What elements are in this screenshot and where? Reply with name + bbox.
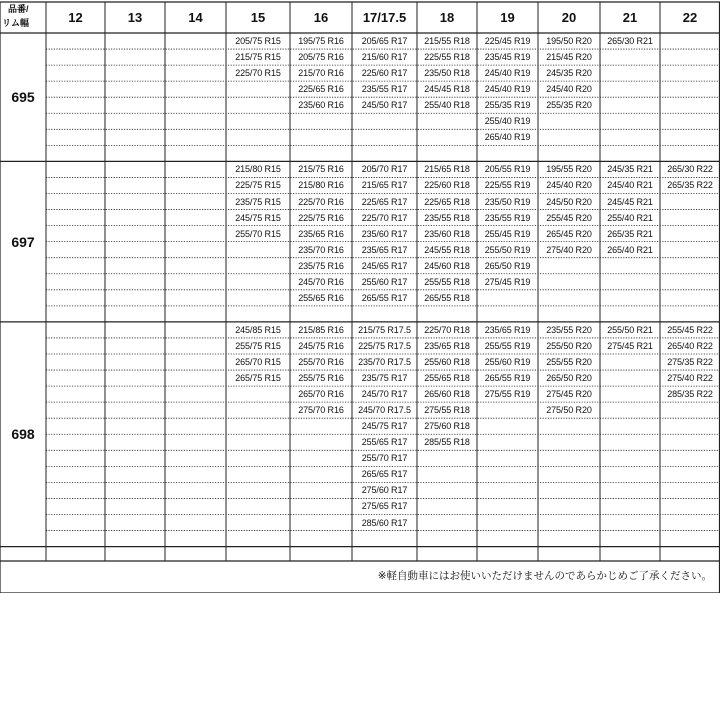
tire-size-cell: 205/55 R19 <box>484 164 531 175</box>
tire-size-cell: 255/70 R17 <box>361 453 408 464</box>
tire-size-cell: 235/50 R19 <box>484 196 531 207</box>
tire-size-cell: 255/50 R21 <box>607 324 653 335</box>
tire-size-cell: 215/80 R16 <box>298 180 344 191</box>
tire-size-cell: 245/60 R18 <box>424 260 470 271</box>
tire-size-cell: 225/60 R17 <box>361 68 408 79</box>
tire-size-cell: 225/65 R16 <box>298 84 344 95</box>
tire-size-cell: 275/45 R19 <box>484 276 531 287</box>
tire-size-cell: 215/45 R20 <box>546 52 592 63</box>
corner-label-model: 品番/ <box>8 4 29 14</box>
tire-size-cell: 225/55 R18 <box>424 52 470 63</box>
tire-size-cell: 215/75 R15 <box>235 52 281 63</box>
tire-size-cell: 245/50 R20 <box>546 196 592 207</box>
tire-size-cell: 255/65 R17 <box>361 437 408 448</box>
tire-size-cell: 255/60 R19 <box>484 357 531 367</box>
tire-size-cell: 275/55 R19 <box>484 389 531 400</box>
tire-size-cell: 275/40 R22 <box>667 373 713 384</box>
tire-size-cell: 265/55 R18 <box>424 292 470 303</box>
tire-size-cell: 255/70 R16 <box>298 357 344 367</box>
tire-size-cell: 225/45 R19 <box>484 36 531 46</box>
tire-size-cell: 255/45 R19 <box>484 228 531 239</box>
tire-size-cell: 245/70 R17 <box>361 389 408 400</box>
tire-size-cell: 255/55 R19 <box>484 340 531 351</box>
column-header-5: 17/17.5 <box>362 10 407 25</box>
tire-size-cell: 205/75 R16 <box>298 52 344 63</box>
tire-size-cell: 255/35 R20 <box>546 100 592 111</box>
corner-label-rim-width: リム幅 <box>2 18 30 28</box>
tire-size-cell: 265/30 R21 <box>607 36 653 46</box>
tire-size-cell: 245/75 R15 <box>235 212 281 223</box>
tire-size-cell: 275/60 R18 <box>424 421 470 432</box>
tire-size-cell: 265/50 R19 <box>484 260 531 271</box>
tire-size-cell: 245/40 R21 <box>607 180 653 191</box>
tire-size-cell: 255/40 R19 <box>484 116 531 127</box>
tire-size-cell: 225/70 R16 <box>298 196 344 207</box>
column-header-10: 22 <box>682 10 698 25</box>
tire-size-cell: 255/45 R20 <box>546 212 592 223</box>
tire-size-cell: 255/60 R18 <box>424 357 470 367</box>
tire-size-cell: 225/70 R18 <box>424 324 470 335</box>
tire-size-cell: 265/40 R22 <box>667 340 713 351</box>
tire-size-cell: 245/40 R20 <box>546 84 592 95</box>
header-corner-cell <box>0 0 46 33</box>
tire-size-cell: 225/55 R19 <box>484 180 531 191</box>
tire-size-cell: 255/60 R17 <box>361 276 408 287</box>
tire-size-cell: 235/65 R18 <box>424 340 470 351</box>
tire-size-cell: 245/40 R20 <box>546 180 592 191</box>
tire-size-cell: 235/65 R17 <box>361 244 408 255</box>
tire-size-cell: 255/50 R20 <box>546 340 592 351</box>
tire-size-cell: 215/65 R18 <box>424 164 470 175</box>
tire-size-cell: 265/30 R22 <box>667 164 713 175</box>
tire-size-cell: 245/45 R18 <box>424 84 470 95</box>
tire-size-cell: 275/45 R21 <box>607 340 653 351</box>
tire-size-cell: 275/40 R20 <box>546 244 592 255</box>
tire-size-cell: 195/55 R20 <box>546 164 592 175</box>
tire-size-cell: 235/75 R16 <box>298 260 344 271</box>
column-header-3: 15 <box>250 10 266 25</box>
tire-size-cell: 225/70 R17 <box>361 212 408 223</box>
tire-size-cell: 225/75 R15 <box>235 180 281 191</box>
tire-size-cell: 245/35 R21 <box>607 164 653 175</box>
tire-size-cell: 275/60 R17 <box>361 485 408 496</box>
tire-size-cell: 255/65 R18 <box>424 373 470 384</box>
tire-size-cell: 245/70 R17.5 <box>358 405 411 416</box>
tire-size-cell: 245/55 R18 <box>424 244 470 255</box>
tire-size-cell: 235/55 R18 <box>424 212 470 223</box>
tire-size-cell: 285/35 R22 <box>667 389 713 400</box>
tire-size-cell: 265/35 R22 <box>667 180 713 191</box>
column-header-4: 16 <box>313 10 329 25</box>
column-header-6: 18 <box>439 10 455 25</box>
tire-size-cell: 215/75 R16 <box>298 164 344 175</box>
tire-size-cell: 195/75 R16 <box>298 36 344 46</box>
tire-size-cell: 255/55 R20 <box>546 357 592 367</box>
tire-size-cell: 245/40 R19 <box>484 84 531 95</box>
tire-size-cell: 255/75 R15 <box>235 340 281 351</box>
tire-size-cell: 235/75 R15 <box>235 196 281 207</box>
tire-size-cell: 275/70 R16 <box>298 405 344 416</box>
model-label-698: 698 <box>11 426 35 443</box>
tire-size-cell: 215/75 R17.5 <box>358 324 411 335</box>
tire-size-cell: 245/85 R15 <box>235 324 281 335</box>
tire-size-cell: 275/55 R18 <box>424 405 470 416</box>
tire-size-cell: 205/65 R17 <box>361 36 408 46</box>
tire-size-cell: 265/70 R16 <box>298 389 344 400</box>
tire-size-cell: 275/65 R17 <box>361 501 408 512</box>
tire-size-cell: 265/70 R15 <box>235 357 281 367</box>
column-header-2: 14 <box>188 10 203 25</box>
tire-size-cell: 225/65 R17 <box>361 196 408 207</box>
tire-size-cell: 215/65 R17 <box>361 180 408 191</box>
tire-size-cell: 245/35 R20 <box>546 68 592 79</box>
tire-size-cell: 255/40 R18 <box>424 100 470 111</box>
tire-size-cell: 205/75 R15 <box>235 36 281 46</box>
tire-size-cell: 265/55 R17 <box>361 292 408 303</box>
tire-size-cell: 235/65 R16 <box>298 228 344 239</box>
tire-size-cell: 265/75 R15 <box>235 373 281 384</box>
tire-size-cell: 215/60 R17 <box>361 52 408 63</box>
tire-size-cell: 265/40 R19 <box>484 132 531 143</box>
tire-size-cell: 225/75 R16 <box>298 212 344 223</box>
tire-size-cell: 225/70 R15 <box>235 68 281 79</box>
tire-size-cell: 235/55 R19 <box>484 212 531 223</box>
tire-size-cell: 215/80 R15 <box>235 164 281 175</box>
tire-size-cell: 225/75 R17.5 <box>358 340 411 351</box>
tire-size-cell: 255/70 R15 <box>235 228 281 239</box>
footnote: ※軽自動車にはお使いいただけませんのであらかじめご了承ください。 <box>377 570 712 582</box>
tire-size-cell: 235/60 R17 <box>361 228 408 239</box>
tire-size-cell: 265/60 R18 <box>424 389 470 400</box>
tire-size-cell: 235/45 R19 <box>484 52 531 63</box>
tire-size-cell: 255/40 R21 <box>607 212 653 223</box>
tire-size-cell: 215/70 R16 <box>298 68 344 79</box>
tire-size-cell: 245/75 R17 <box>361 421 408 432</box>
column-header-0: 12 <box>68 10 83 25</box>
tire-size-cell: 225/65 R18 <box>424 196 470 207</box>
tire-size-cell: 255/50 R19 <box>484 244 531 255</box>
tire-size-cell: 235/55 R17 <box>361 84 408 95</box>
tire-size-cell: 235/70 R16 <box>298 244 344 255</box>
tire-size-cell: 235/75 R17 <box>361 373 408 384</box>
tire-size-cell: 275/45 R20 <box>546 389 592 400</box>
tire-size-cell: 215/55 R18 <box>424 36 470 46</box>
column-header-7: 19 <box>500 10 515 25</box>
tire-size-cell: 245/70 R16 <box>298 276 344 287</box>
tire-size-cell: 265/45 R20 <box>546 228 592 239</box>
tire-size-cell: 235/70 R17.5 <box>358 357 411 367</box>
tire-size-cell: 245/50 R17 <box>361 100 408 111</box>
model-label-695: 695 <box>11 89 35 106</box>
column-header-8: 20 <box>561 10 577 25</box>
tire-size-cell: 235/55 R20 <box>546 324 592 335</box>
tire-size-cell: 215/85 R16 <box>298 324 344 335</box>
tire-size-cell: 255/55 R18 <box>424 276 470 287</box>
tire-size-cell: 245/75 R16 <box>298 340 344 351</box>
tire-size-cell: 255/75 R16 <box>298 373 344 384</box>
tire-size-cell: 235/60 R16 <box>298 100 344 111</box>
tire-size-cell: 225/60 R18 <box>424 180 470 191</box>
tire-size-cell: 255/35 R19 <box>484 100 531 111</box>
tire-size-cell: 205/70 R17 <box>361 164 408 175</box>
tire-size-cell: 265/50 R20 <box>546 373 592 384</box>
tire-size-cell: 235/50 R18 <box>424 68 470 79</box>
tire-size-cell: 245/45 R21 <box>607 196 653 207</box>
tire-size-cell: 265/40 R21 <box>607 244 653 255</box>
tire-size-cell: 195/50 R20 <box>546 36 592 46</box>
tire-size-cell: 255/45 R22 <box>667 324 713 335</box>
tire-size-cell: 275/35 R22 <box>667 357 713 367</box>
tire-size-cell: 235/60 R18 <box>424 228 470 239</box>
tire-size-cell: 235/65 R19 <box>484 324 531 335</box>
tire-size-cell: 245/65 R17 <box>361 260 408 271</box>
tire-size-cell: 255/65 R16 <box>298 292 344 303</box>
column-header-1: 13 <box>127 10 143 25</box>
tire-size-cell: 285/55 R18 <box>424 437 470 448</box>
tire-size-cell: 245/40 R19 <box>484 68 531 79</box>
tire-size-cell: 275/50 R20 <box>546 405 592 416</box>
model-label-697: 697 <box>11 233 35 250</box>
tire-size-cell: 285/60 R17 <box>361 517 408 528</box>
tire-size-cell: 265/35 R21 <box>607 228 653 239</box>
column-header-9: 21 <box>622 10 638 25</box>
tire-size-cell: 265/65 R17 <box>361 469 408 480</box>
tire-size-cell: 265/55 R19 <box>484 373 531 384</box>
